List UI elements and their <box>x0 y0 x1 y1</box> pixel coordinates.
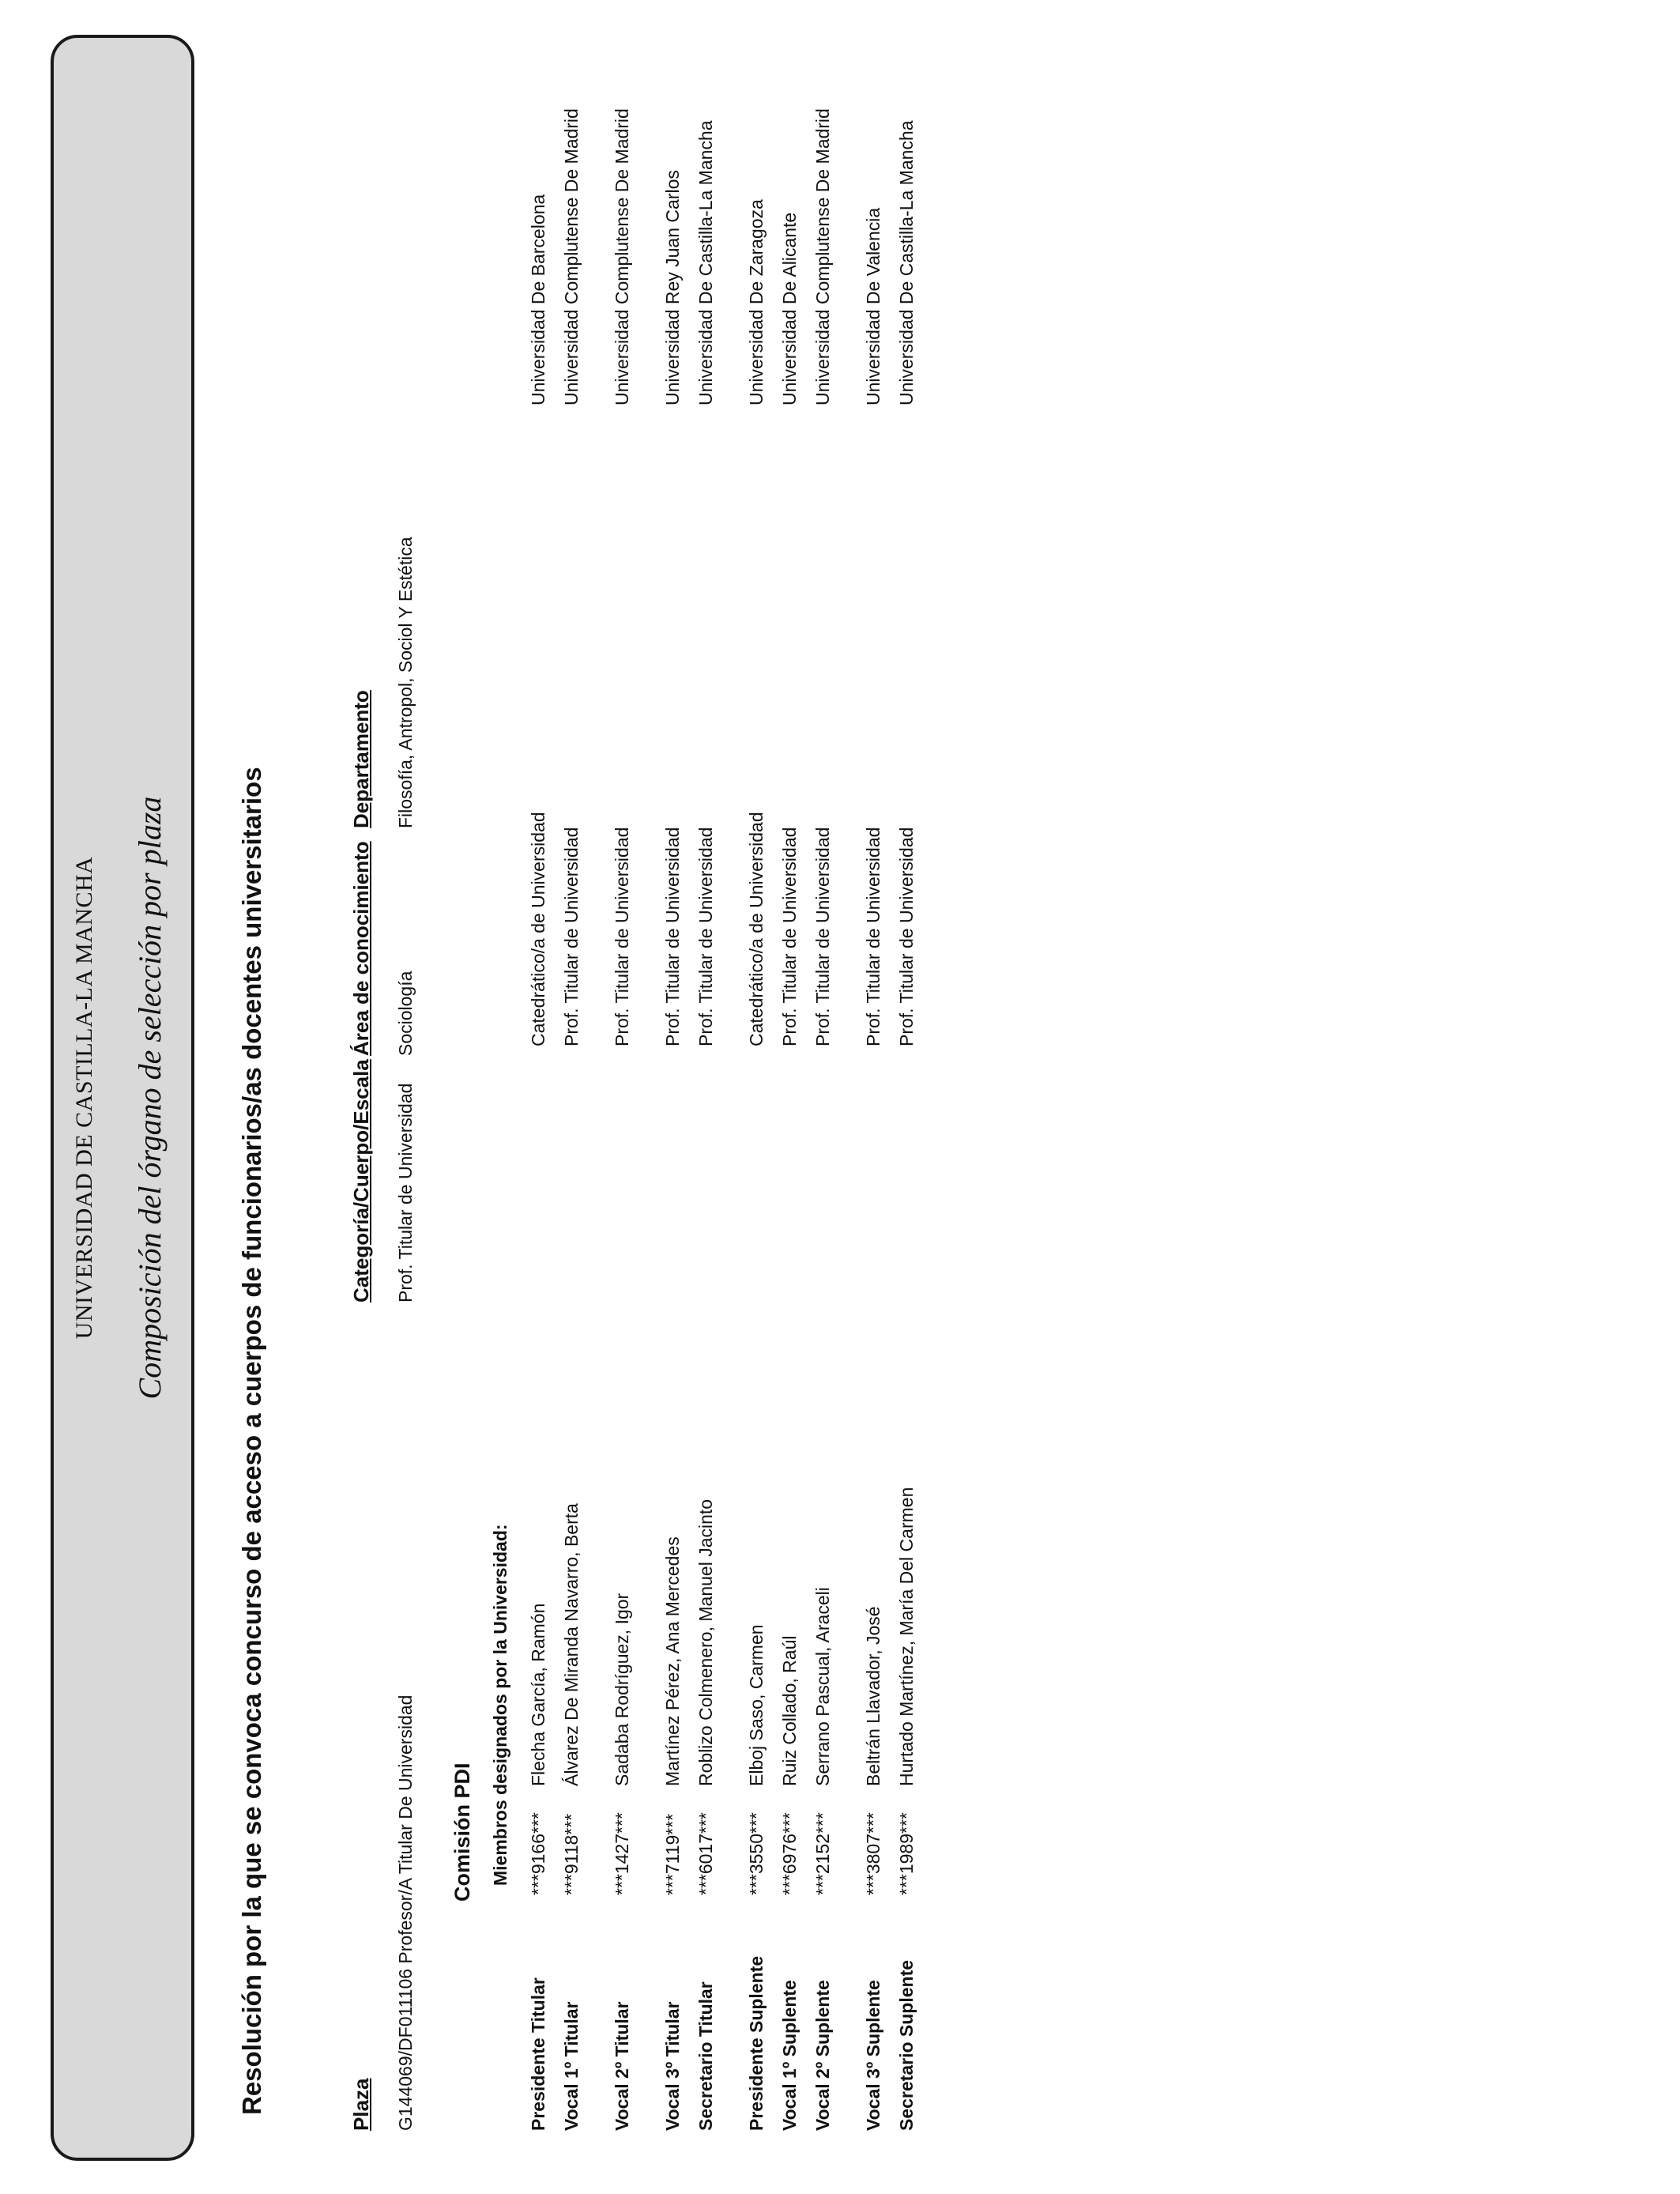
member-category: Catedrático/a de Universidad <box>528 812 548 1046</box>
member-university: Universidad De Zaragoza <box>746 199 767 405</box>
member-dni: ***9118*** <box>561 1813 582 1895</box>
column-header-area: Área de conocimiento <box>349 841 373 1056</box>
member-row <box>528 44 561 2131</box>
member-dni: ***6017*** <box>695 1812 716 1895</box>
member-role: Vocal 1º Titular <box>561 2001 582 2131</box>
member-dni: ***2152*** <box>812 1812 833 1895</box>
member-role: Vocal 3º Titular <box>662 2001 683 2131</box>
column-header-departamento: Departamento <box>349 690 373 828</box>
member-role: Secretario Suplente <box>896 1959 917 2131</box>
member-name: Elboj Saso, Carmen <box>746 1624 767 1786</box>
column-header-plaza: Plaza <box>349 2078 373 2131</box>
member-row <box>779 44 812 2131</box>
member-name: Álvarez De Miranda Navarro, Berta <box>561 1503 582 1786</box>
member-name: Serrano Pascual, Araceli <box>812 1587 833 1786</box>
document-subtitle: Composición del órgano de selección por plaza <box>132 796 168 1400</box>
member-role: Presidente Suplente <box>746 1955 767 2131</box>
member-row <box>695 44 746 2131</box>
members-table <box>528 44 947 2131</box>
member-name: Flecha García, Ramón <box>528 1603 548 1786</box>
plaza-code: G144069/DF011106 Profesor/A Titular De Universidad <box>395 1695 416 2131</box>
member-category: Prof. Titular de Universidad <box>779 827 800 1046</box>
header-banner <box>51 35 194 2161</box>
member-dni: ***1989*** <box>896 1812 917 1895</box>
plaza-categoria: Prof. Titular de Universidad <box>395 1083 416 1302</box>
member-university: Universidad De Valencia <box>863 207 883 405</box>
commission-subtitle: Miembros designados por la Universidad: <box>490 1524 510 1886</box>
member-role: Vocal 1º Suplente <box>779 1980 800 2131</box>
member-university: Universidad De Castilla-La Mancha <box>896 120 917 405</box>
member-role: Presidente Titular <box>528 1977 548 2131</box>
member-category: Catedrático/a de Universidad <box>746 812 767 1046</box>
member-university: Universidad Complutense De Madrid <box>561 108 582 405</box>
member-category: Prof. Titular de Universidad <box>662 827 683 1046</box>
plaza-area: Sociología <box>395 971 416 1056</box>
member-name: Beltrán Llavador, José <box>863 1606 883 1786</box>
member-category: Prof. Titular de Universidad <box>561 827 582 1046</box>
member-row <box>812 44 863 2131</box>
member-row <box>561 44 612 2131</box>
member-role: Vocal 2º Suplente <box>812 1980 833 2131</box>
member-row <box>662 44 695 2131</box>
member-university: Universidad Complutense De Madrid <box>612 108 632 405</box>
member-role: Vocal 3º Suplente <box>863 1980 883 2131</box>
member-dni: ***3807*** <box>863 1812 883 1895</box>
member-university: Universidad Rey Juan Carlos <box>662 170 683 405</box>
member-role: Secretario Titular <box>695 1981 716 2131</box>
resolution-title: Resolución por la que se convoca concurso de acceso a cuerpos de funcionarios/as docentes universitarios <box>237 767 266 2115</box>
member-category: Prof. Titular de Universidad <box>695 827 716 1046</box>
member-role: Vocal 2º Titular <box>612 2001 632 2131</box>
member-category: Prof. Titular de Universidad <box>863 827 883 1046</box>
member-university: Universidad De Alicante <box>779 212 800 405</box>
member-name: Hurtado Martínez, María Del Carmen <box>896 1487 917 1786</box>
member-name: Sadaba Rodríguez, Igor <box>612 1593 632 1786</box>
commission-title: Comisión PDI <box>450 1762 474 1902</box>
member-row <box>746 44 779 2131</box>
member-name: Martínez Pérez, Ana Mercedes <box>662 1536 683 1786</box>
member-row <box>896 44 947 2131</box>
plaza-departamento: Filosofía, Antropol, Sociol Y Estética <box>395 537 416 828</box>
member-row <box>612 44 662 2131</box>
member-category: Prof. Titular de Universidad <box>612 827 632 1046</box>
member-row <box>863 44 896 2131</box>
member-name: Ruiz Collado, Raúl <box>779 1635 800 1786</box>
member-university: Universidad Complutense De Madrid <box>812 108 833 405</box>
member-dni: ***7119*** <box>662 1813 683 1895</box>
member-category: Prof. Titular de Universidad <box>812 827 833 1046</box>
member-dni: ***1427*** <box>612 1812 632 1895</box>
member-university: Universidad De Barcelona <box>528 194 548 405</box>
member-dni: ***3550*** <box>746 1812 767 1895</box>
institution-name: UNIVERSIDAD DE CASTILLA-LA MANCHA <box>71 856 97 1340</box>
member-dni: ***9166*** <box>528 1812 548 1895</box>
member-category: Prof. Titular de Universidad <box>896 827 917 1046</box>
column-header-categoria: Categoría/Cuerpo/Escala <box>349 1059 373 1302</box>
member-dni: ***6976*** <box>779 1812 800 1895</box>
member-university: Universidad De Castilla-La Mancha <box>695 120 716 405</box>
member-name: Roblizo Colmenero, Manuel Jacinto <box>695 1498 716 1786</box>
